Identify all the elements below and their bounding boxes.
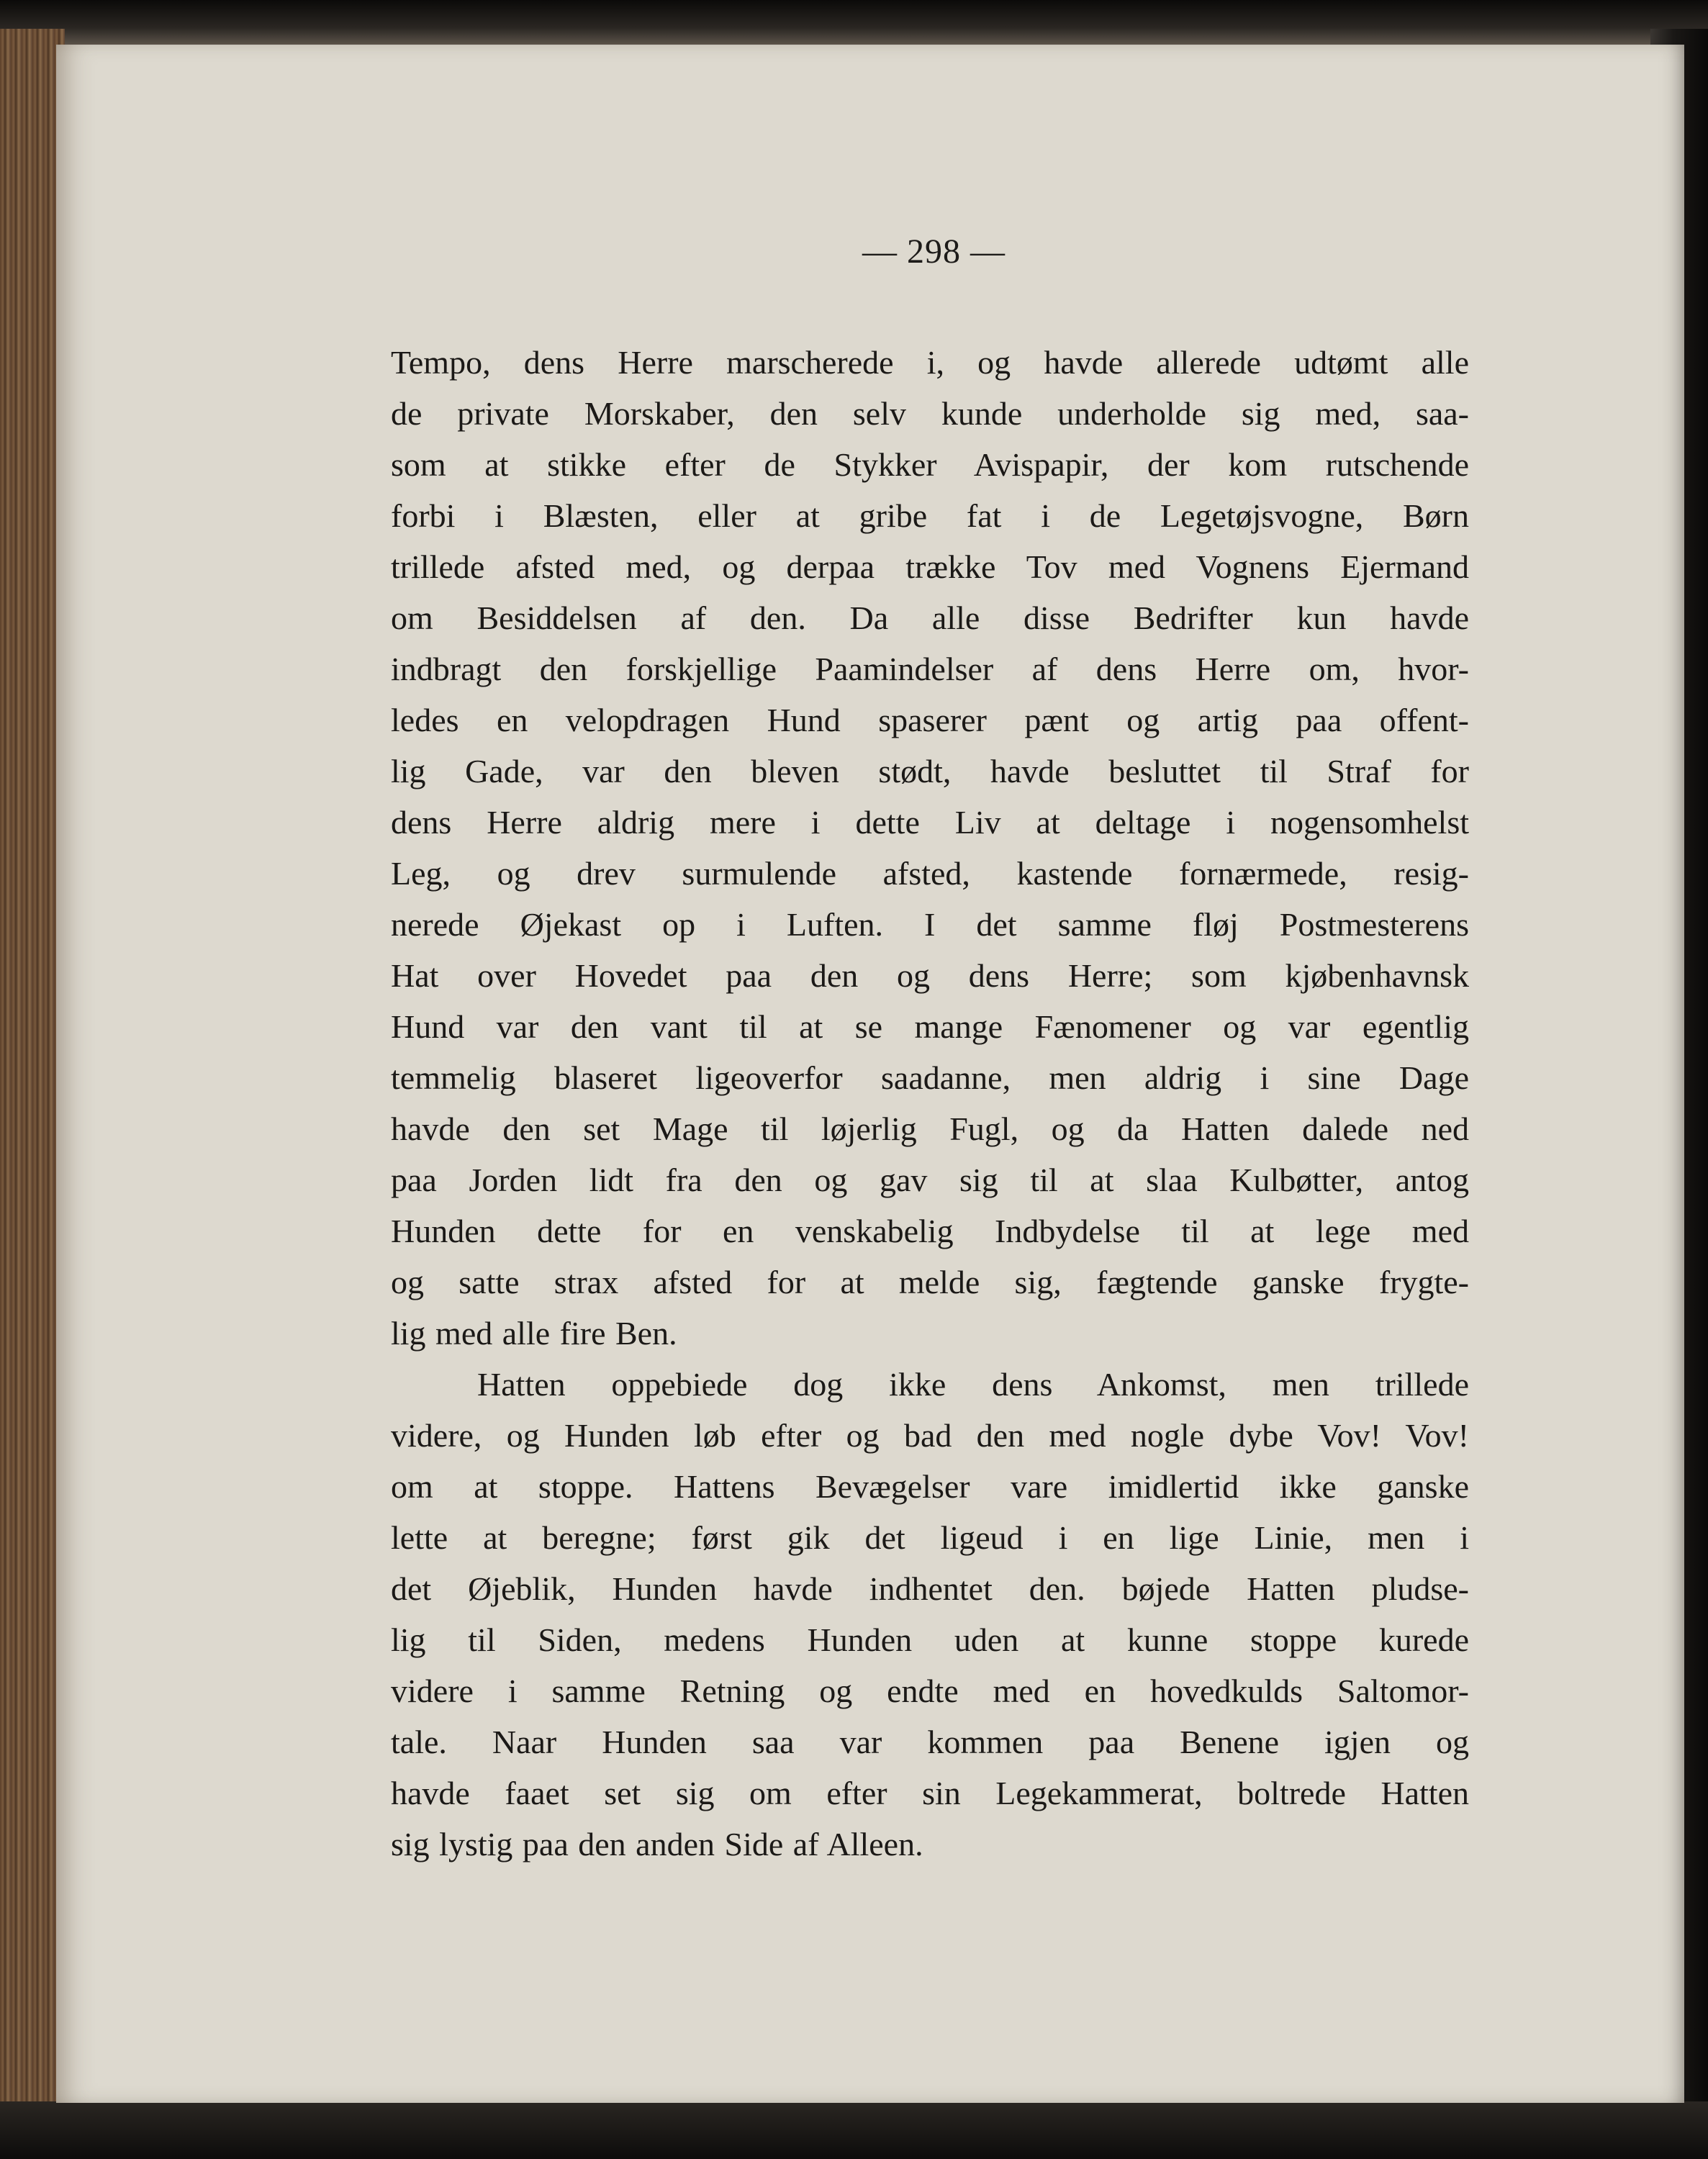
text-line: om at stoppe. Hattens Bevægelser vare imidlertid ikke ganske xyxy=(391,1468,1469,1505)
text-line: videre i samme Retning og endte med en hovedkulds Saltomor- xyxy=(391,1673,1469,1709)
text-line: og satte strax afsted for at melde sig, fægtende ganske frygte- xyxy=(391,1264,1469,1300)
page-number: — 298 — xyxy=(862,232,1006,271)
text-line: videre, og Hunden løb efter og bad den med nogle dybe Vov! Vov! xyxy=(391,1417,1469,1454)
text-line: Leg, og drev surmulende afsted, kastende fornærmede, resig- xyxy=(391,855,1469,892)
text-line: forbi i Blæsten, eller at gribe fat i de Legetøjsvogne, Børn xyxy=(391,497,1469,534)
text-line: det Øjeblik, Hunden havde indhentet den. bøjede Hatten pludse- xyxy=(391,1570,1469,1607)
text-line: havde faaet set sig om efter sin Legekammerat, boltrede Hatten xyxy=(391,1775,1469,1811)
text-line: Hunden dette for en venskabelig Indbydelse til at lege med xyxy=(391,1213,1469,1249)
text-line: de private Morskaber, den selv kunde underholde sig med, saa- xyxy=(391,395,1469,432)
text-line: lig Gade, var den bleven stødt, havde besluttet til Straf for xyxy=(391,753,1469,789)
text-line: lig med alle fire Ben. xyxy=(391,1315,677,1352)
book-top-edge xyxy=(0,0,1708,50)
text-line: sig lystig paa den anden Side af Alleen. xyxy=(391,1826,923,1862)
book-page-stack-edge xyxy=(0,29,65,2101)
text-line: Tempo, dens Herre marscherede i, og havde allerede udtømt alle xyxy=(391,344,1469,381)
text-line: indbragt den forskjellige Paamindelser af dens Herre om, hvor- xyxy=(391,651,1469,687)
text-line: lig til Siden, medens Hunden uden at kunne stoppe kurede xyxy=(391,1621,1469,1658)
text-line: som at stikke efter de Stykker Avispapir, der kom rutschende xyxy=(391,446,1469,483)
text-line: temmelig blaseret ligeoverfor saadanne, men aldrig i sine Dage xyxy=(391,1059,1469,1096)
text-line: Hund var den vant til at se mange Fænomener og var egentlig xyxy=(391,1008,1469,1045)
book-bottom-edge xyxy=(0,2101,1708,2159)
text-line: om Besiddelsen af den. Da alle disse Bedrifter kun havde xyxy=(391,599,1469,636)
text-line: dens Herre aldrig mere i dette Liv at deltage i nogensomhelst xyxy=(391,804,1469,841)
text-line: nerede Øjekast op i Luften. I det samme fløj Postmesterens xyxy=(391,906,1469,943)
text-line: Hat over Hovedet paa den og dens Herre; som kjøbenhavnsk xyxy=(391,957,1469,994)
text-line: lette at beregne; først gik det ligeud i en lige Linie, men i xyxy=(391,1519,1469,1556)
text-line: tale. Naar Hunden saa var kommen paa Benene igjen og xyxy=(391,1724,1469,1760)
text-line: paa Jorden lidt fra den og gav sig til at slaa Kulbøtter, antog xyxy=(391,1162,1469,1198)
text-line: Hatten oppebiede dog ikke dens Ankomst, men trillede xyxy=(477,1366,1469,1403)
text-line: havde den set Mage til løjerlig Fugl, og da Hatten dalede ned xyxy=(391,1110,1469,1147)
text-line: ledes en velopdragen Hund spaserer pænt og artig paa offent- xyxy=(391,702,1469,738)
text-line: trillede afsted med, og derpaa trække Tov med Vognens Ejermand xyxy=(391,548,1469,585)
body-text xyxy=(391,337,1469,1870)
